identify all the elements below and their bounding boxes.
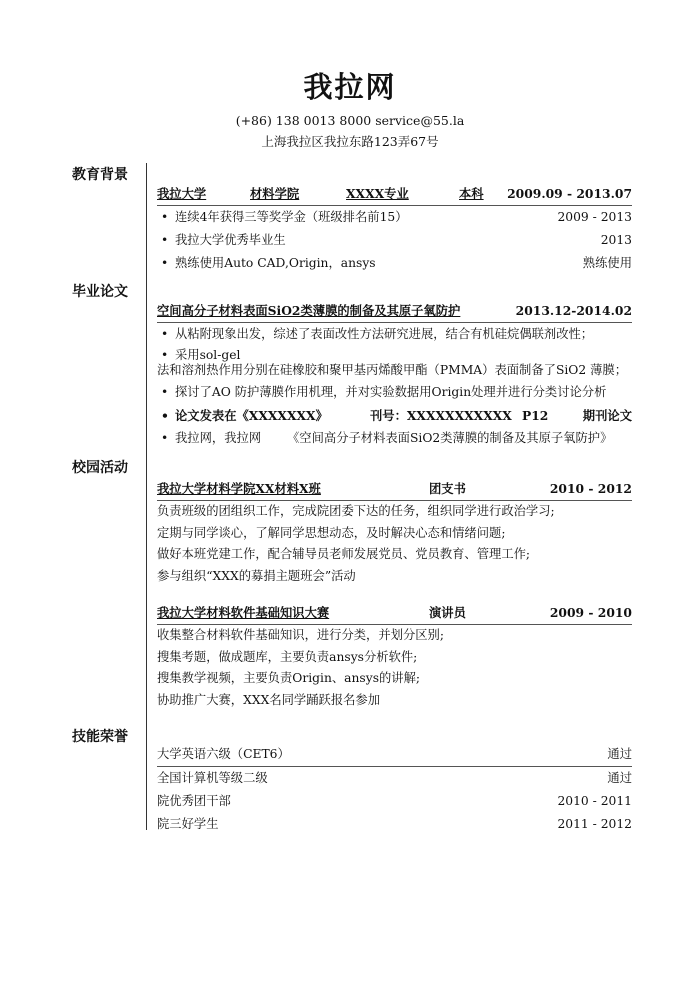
thesis-item: • 从粘附现象出发，综述了表面改性方法研究进展，结合有机硅烷偶联剂改性； (157, 323, 632, 346)
activity-header-row (157, 477, 632, 501)
education-item: • 我拉大学优秀毕业生 2013 (157, 229, 632, 252)
activity-header-row (157, 601, 632, 625)
section-title-education: 教育背景 (72, 167, 128, 183)
section-title-thesis: 毕业论文 (72, 284, 128, 300)
activity-period: 2010 - 2012 (549, 481, 632, 496)
activity-line: 收集整合材料软件基础知识，进行分类，并划分区别; (157, 628, 444, 642)
activity-line: 协助推广大赛，XXX名同学踊跃报名参加 (157, 692, 381, 707)
thesis-period: 2013.12-2014.02 (515, 303, 632, 318)
section-divider-line (146, 163, 147, 830)
skill-item: 院三好学生 2011 - 2012 (157, 817, 632, 831)
campus-section (157, 477, 632, 711)
publication-type: 期刊论文 (582, 408, 632, 423)
journal-number: 刊号：XXXXXXXXXXX (370, 408, 512, 423)
education-item: • 连续4年获得三等奖学金（班级排名前15） 2009 - 2013 (157, 206, 632, 229)
activity-line: 定期与同学谈心，了解同学思想动态，及时解决心态和情绪问题; (157, 525, 506, 540)
contact-info: (+86) 138 0013 8000 service@55.la (235, 113, 465, 128)
school-name: 我拉大学 (157, 186, 207, 201)
section-title-campus: 校园活动 (72, 460, 128, 476)
education-period: 2009.09 - 2013.07 (507, 186, 632, 201)
paper-title: 《空间高分子材料表面SiO2类薄膜的制备及其原子氧防护》 (287, 431, 613, 445)
section-title-skills: 技能荣誉 (72, 729, 128, 745)
education-section (157, 182, 632, 275)
activity-line: 搜集考题，做成题库，主要负责ansys分析软件; (157, 649, 418, 664)
activity-line: 参与组织“XXX的募捐主题班会”活动 (157, 568, 356, 583)
activity-line: 负责班级的团组织工作，完成院团委下达的任务，组织同学进行政治学习; (157, 504, 555, 518)
address: 上海我拉区我拉东路123弄67号 (261, 134, 439, 149)
resume-header (0, 70, 700, 151)
education-header-row (157, 182, 632, 206)
authors: 我拉网，我拉网 (175, 431, 262, 445)
thesis-topic: 空间高分子材料表面SiO2类薄膜的制备及其原子氧防护 (157, 303, 461, 318)
candidate-name: 我拉网 (303, 70, 397, 104)
publication-label: 论文发表在《XXXXXXX》 (175, 408, 328, 423)
skill-item: 院优秀团干部 2010 - 2011 (157, 794, 632, 808)
activity-org: 我拉大学材料软件基础知识大赛 (157, 605, 330, 620)
skills-section (157, 743, 632, 836)
skill-item: 全国计算机等级二级 通过 (157, 771, 632, 785)
thesis-item: • 采用sol-gel 法和溶剂热作用分别在硅橡胶和聚甲基丙烯酸甲酯（PMMA）表面制备了SiO2 薄膜； (157, 346, 632, 381)
thesis-item: • 探讨了AO 防护薄膜作用机理，并对实验数据用Origin处理并进行分类讨论分析 (157, 381, 632, 404)
skill-item: 大学英语六级（CET6） 通过 (157, 743, 632, 767)
activity-role: 团支书 (429, 481, 466, 496)
thesis-section (157, 299, 632, 450)
page-number: P12 (522, 408, 549, 423)
education-item: • 熟练使用Auto CAD,Origin，ansys 熟练使用 (157, 252, 632, 275)
publication-row (157, 404, 632, 427)
major-name: XXXX专业 (346, 186, 409, 201)
activity-line: 搜集教学视频，主要负责Origin、ansys的讲解; (157, 671, 421, 685)
activity-org: 我拉大学材料学院XX材料X班 (157, 481, 321, 496)
college-name: 材料学院 (250, 186, 300, 201)
degree: 本科 (459, 186, 484, 201)
activity-role: 演讲员 (429, 605, 466, 620)
activity-period: 2009 - 2010 (549, 605, 632, 620)
author-row (157, 427, 632, 450)
activity-line: 做好本班党建工作，配合辅导员老师发展党员、党员教育、管理工作; (157, 547, 531, 561)
thesis-header-row (157, 299, 632, 323)
